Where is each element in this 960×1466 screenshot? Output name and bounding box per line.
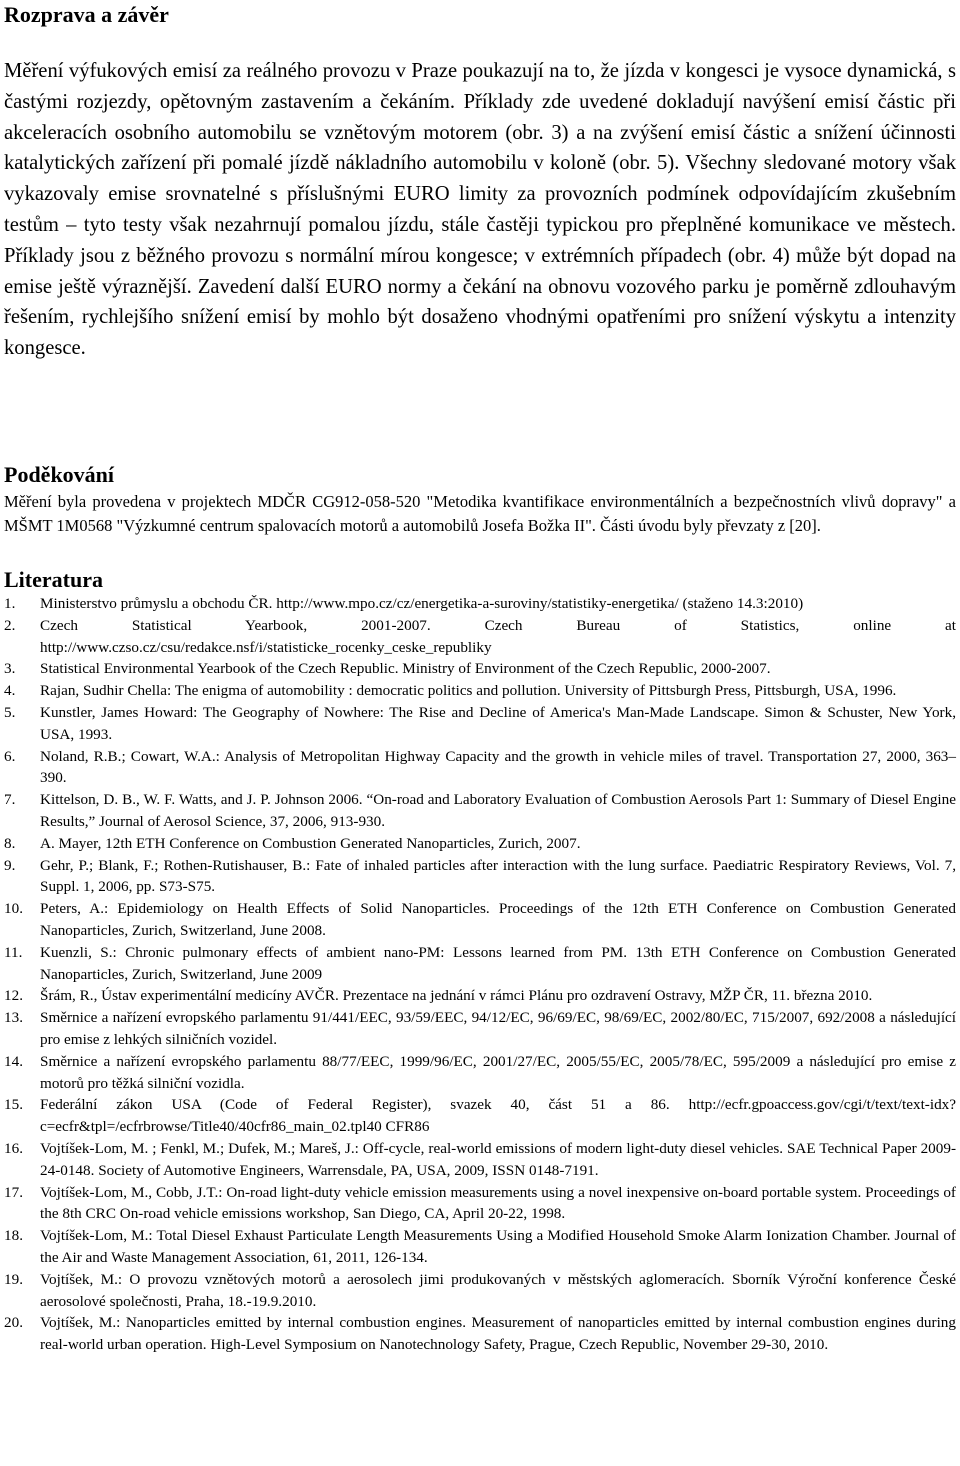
- reference-item: [4, 680, 956, 702]
- reference-text: Czech Statistical Yearbook, 2001-2007. Czech Bureau of Statistics, online at http://www.czso.cz/csu/redakce.nsf/i/statisticke_rocenky_ceske_republiky: [40, 616, 956, 656]
- reference-item: [4, 615, 956, 659]
- reference-item: [4, 855, 956, 899]
- reference-text: Kuenzli, S.: Chronic pulmonary effects of ambient nano-PM: Lessons learned from PM. 13th ETH Conference on Combustion Generated Nanoparticles, Zurich, Switzerland, June 2009: [40, 943, 956, 983]
- reference-text: Směrnice a nařízení evropského parlamentu 88/77/EEC, 1999/96/EC, 2001/27/EC, 2005/55/EC, 2005/78/EC, 595/2009 a následující pro emise z motorů pro těžká silniční vozidla.: [40, 1052, 956, 1092]
- reference-number: 13.: [4, 1009, 23, 1027]
- reference-text: Vojtíšek, M.: Nanoparticles emitted by internal combustion engines. Measurement of nanoparticles emitted by internal combustion engines during real-world urban operation. High-Level Symposium on Nanotechnology Safety, Prague, Czech Republic, November 29-30, 2010.: [40, 1314, 956, 1354]
- reference-number: 15.: [4, 1096, 23, 1114]
- reference-text: Statistical Environmental Yearbook of the Czech Republic. Ministry of Environment of the Czech Republic, 2000-2007.: [40, 660, 771, 678]
- reference-item: [4, 942, 956, 986]
- reference-item: [4, 833, 956, 855]
- reference-number: 18.: [4, 1227, 23, 1245]
- reference-number: 9.: [4, 856, 16, 874]
- reference-text: Vojtíšek-Lom, M.: Total Diesel Exhaust Particulate Length Measurements Using a Modified Household Smoke Alarm Ionization Chamber. Journal of the Air and Waste Management Association, 61, 2011, 126-134.: [40, 1227, 956, 1266]
- reference-number: 16.: [4, 1139, 23, 1157]
- reference-number: 10.: [4, 900, 23, 918]
- reference-text: Peters, A.: Epidemiology on Health Effects of Solid Nanoparticles. Proceedings of the 12th ETH Conference on Combustion Generated Nanoparticles, Zurich, Switzerland, June 2008.: [40, 900, 956, 939]
- section-heading-literature: Literatura: [4, 567, 103, 592]
- reference-list: [4, 593, 956, 1356]
- reference-number: 5.: [4, 703, 16, 721]
- reference-item: [4, 658, 956, 680]
- reference-text: Kittelson, D. B., W. F. Watts, and J. P. Johnson 2006. “On-road and Laboratory Evaluation of Combustion Aerosols Part 1: Summary of Diesel Engine Results,” Journal of Aerosol Science, 37, 2006, 913-930.: [40, 791, 956, 830]
- reference-item: [4, 1138, 956, 1182]
- discussion-paragraph: Měření výfukových emisí za reálného provozu v Praze poukazují na to, že jízda v kongesci je vysoce dynamická, s častými rozjezdy, opětovným zastavením a čekáním. Příklady zde uvedené dokladují navýšení emisí částic při akceleracích osobního automobilu se vznětovým motorem (obr. 3) a na zvýšení emisí částic a snížení účinnosti katalytických zařízení při pomalé jízdě nákladního automobilu v koloně (obr. 5). Všechny sledované motory však vykazovaly emise srovnatelné s příslušnými EURO limity za provozních podmínek odpovídajícím zkušebním testům – tyto testy však nezahrnují pomalou jízdu, stále častěji typickou pro přeplněné komunikace ve městech. Příklady jsou z běžného provozu s normální mírou kongesce; v extrémních případech (obr. 4) může být dopad na emise ještě výraznější. Zavedení další EURO normy a čekání na obnovu vozového parku je poměrně zdlouhavým řešením, rychlejšího snížení emisí by mohlo být dosaženo vhodnými opatřeními pro snížení výskytu a intenzity kongesce.: [4, 60, 956, 360]
- reference-text: Kunstler, James Howard: The Geography of Nowhere: The Rise and Decline of America's Man-Made Landscape. Simon & Schuster, New York, USA, 1993.: [40, 703, 956, 743]
- reference-item: [4, 1094, 956, 1138]
- reference-text: Rajan, Sudhir Chella: The enigma of automobility : democratic politics and pollution. University of Pittsburgh Press, Pittsburgh, USA, 1996.: [40, 682, 897, 700]
- reference-text: Vojtíšek-Lom, M. ; Fenkl, M.; Dufek, M.; Mareš, J.: Off-cycle, real-world emissions of modern light-duty diesel vehicles. SAE Technical Paper 2009-24-0148. Society of Automotive Engineers, Warrensdale, PA, USA, 2009, ISSN 0148-7191.: [40, 1139, 956, 1179]
- reference-number: 6.: [4, 747, 16, 765]
- reference-item: [4, 1007, 956, 1051]
- reference-number: 7.: [4, 791, 16, 809]
- reference-number: 1.: [4, 595, 16, 612]
- reference-text: Šrám, R., Ústav experimentální medicíny AVČR. Prezentace na jednání v rámci Plánu pro ozdravení Ostravy, MŽP ČR, 11. března 2010.: [40, 987, 873, 1005]
- reference-item: [4, 1312, 956, 1356]
- reference-number: 4.: [4, 682, 16, 700]
- reference-number: 12.: [4, 987, 23, 1005]
- reference-text: Noland, R.B.; Cowart, W.A.: Analysis of Metropolitan Highway Capacity and the growth in vehicle miles of travel. Transportation 27, 2000, 363–390.: [40, 747, 956, 787]
- reference-number: 14.: [4, 1052, 23, 1070]
- reference-item: [4, 1225, 956, 1269]
- acknowledgement-paragraph: Měření byla provedena v projektech MDČR CG912-058-520 "Metodika kvantifikace environmentálních a bezpečnostních vlivů dopravy" a MŠMT 1M0568 "Výzkumné centrum spalovacích motorů a automobilů Josefa Božka II". Části úvodu byly převzaty z [20].: [4, 492, 956, 535]
- section-heading-discussion: Rozprava a závěr: [4, 2, 169, 27]
- reference-number: 19.: [4, 1270, 23, 1288]
- reference-item: [4, 1051, 956, 1095]
- reference-text: Vojtíšek-Lom, M., Cobb, J.T.: On-road light-duty vehicle emission measurements using a novel inexpensive on-board portable system. Proceedings of the 8th CRC On-road vehicle emissions workshop, San Diego, CA, April 20-22, 1998.: [40, 1183, 956, 1223]
- reference-item: [4, 1182, 956, 1226]
- reference-text: Směrnice a nařízení evropského parlamentu 91/441/EEC, 93/59/EEC, 94/12/EC, 96/69/EC, 98/69/EC, 2002/80/EC, 715/2007, 692/2008 a následující pro emise z lehkých silničních vozidel.: [40, 1009, 956, 1048]
- reference-item: [4, 898, 956, 942]
- reference-text: Gehr, P.; Blank, F.; Rothen-Rutishauser, B.: Fate of inhaled particles after interaction with the lung surface. Paediatric Respiratory Reviews, Vol. 7, Suppl. 1, 2006, pp. S73-S75.: [40, 856, 956, 896]
- reference-text: A. Mayer, 12th ETH Conference on Combustion Generated Nanoparticles, Zurich, 2007.: [40, 834, 581, 852]
- reference-text: Ministerstvo průmyslu a obchodu ČR. http://www.mpo.cz/cz/energetika-a-suroviny/statistiky-energetika/ (staženo 14.3:2010): [40, 595, 804, 612]
- reference-text: Federální zákon USA (Code of Federal Register), svazek 40, část 51 a 86. http://ecfr.gpoaccess.gov/cgi/t/text/text-idx?c=ecfr&tpl=/ecfrbrowse/Title40/40cfr86_main_02.tpl40 CFR86: [40, 1096, 956, 1136]
- reference-number: 3.: [4, 660, 16, 678]
- reference-item: [4, 1269, 956, 1313]
- section-heading-acknowledgement: Poděkování: [4, 462, 115, 487]
- reference-item: [4, 985, 956, 1007]
- reference-item: [4, 593, 956, 615]
- reference-item: [4, 789, 956, 833]
- reference-number: 20.: [4, 1314, 23, 1332]
- reference-number: 2.: [4, 616, 16, 634]
- reference-text: Vojtíšek, M.: O provozu vznětových motorů a aerosolech jimi produkovaných v městských aglomeracích. Sborník Výroční konference České aerosolové společnosti, Praha, 18.-19.9.2010.: [40, 1270, 956, 1310]
- reference-item: [4, 702, 956, 746]
- reference-item: [4, 746, 956, 790]
- reference-number: 11.: [4, 943, 23, 961]
- reference-number: 17.: [4, 1183, 23, 1201]
- reference-number: 8.: [4, 834, 16, 852]
